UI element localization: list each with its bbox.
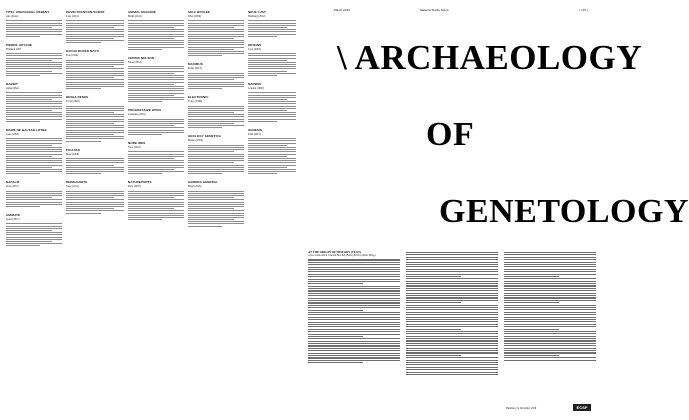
index-entry-meta: Tokyo (1999) (188, 100, 203, 104)
title-line-3: GENETOLOGY (439, 193, 689, 230)
index-entry-heading: PICASSO (66, 147, 81, 152)
index-entry-heading: GENESIS (248, 127, 263, 132)
index-column-3 (128, 10, 184, 415)
running-head-date: March 2019 (334, 8, 350, 12)
body-column-1 (308, 250, 400, 410)
index-entry (128, 141, 184, 174)
index-entry-meta: Nora (2010) (128, 145, 141, 149)
text-lines (188, 191, 244, 227)
index-entry-heading: REIMAGNOTE (66, 180, 88, 185)
text-lines (188, 106, 244, 129)
text-lines (248, 53, 296, 76)
index-entry-heading: DESEA DESEE (66, 95, 89, 100)
index-column-1 (6, 10, 62, 415)
body-text (504, 252, 596, 361)
text-lines (6, 20, 62, 36)
index-entry-meta: Milano (2004) (188, 139, 204, 143)
text-lines (6, 223, 62, 246)
index-entry (66, 180, 124, 213)
index-entry (6, 10, 62, 37)
text-lines (248, 20, 296, 36)
index-entry (248, 128, 296, 174)
index-entry (66, 95, 124, 141)
index-entry-heading: SACHA ROZEN MAYO (66, 49, 100, 54)
index-entry (188, 62, 244, 89)
index-entry (188, 95, 244, 128)
index-entry-heading: GEOLOGY GENETICA (188, 134, 222, 139)
index-entry-meta: Lausanne (2016) (128, 113, 146, 117)
index-entry-heading: PROGRESSIVE OPEN (128, 108, 161, 113)
text-lines (188, 20, 244, 56)
index-entry-heading: ANIMATE (6, 212, 21, 217)
text-lines (128, 119, 184, 135)
index-entry (6, 128, 62, 174)
body-text (406, 252, 498, 375)
index-entry-meta: Isanne (Bez) (6, 87, 20, 90)
index-entry-heading: NORE IRES (128, 140, 146, 145)
index-entry-meta: Neue (2011) (66, 185, 79, 189)
index-entry-heading: CEDRIC NELSON (128, 55, 155, 60)
index-entry-meta: Roma (2013) (188, 67, 202, 71)
index-entry (66, 49, 124, 89)
index-entry-heading: TITEL HOEFNAGEL REBENT (6, 10, 50, 14)
article-body (302, 250, 600, 415)
index-entry-meta: Berlin (2011) (128, 15, 142, 18)
text-lines (66, 106, 124, 142)
text-lines (128, 151, 184, 174)
text-lines (66, 60, 124, 89)
index-entry-heading: MAXIMUS (188, 62, 203, 67)
index-column-2 (66, 10, 124, 415)
index-entry (128, 108, 184, 135)
text-lines (66, 191, 124, 214)
index-entry (188, 134, 244, 174)
index-entry-heading: ORIGINE (248, 42, 262, 47)
article-signoff: Hamburg 24 December 2018 (506, 406, 537, 410)
text-lines (66, 20, 124, 43)
index-column-5 (248, 10, 296, 415)
title-line-2: OF (426, 116, 475, 153)
index-entry-meta: Lyon (2005) (248, 47, 261, 51)
index-entry-meta: Pole (1990) (66, 54, 79, 58)
index-entry-meta: Faber (2014) (128, 60, 142, 64)
index-entry-heading: RABBIT (6, 82, 18, 86)
index-entry (66, 148, 124, 175)
text-lines (6, 92, 62, 121)
index-entry (188, 10, 244, 56)
index-page (0, 0, 300, 420)
index-entry-heading: ANIMAL MACHINE (128, 10, 156, 14)
text-lines (188, 145, 244, 174)
index-entry (6, 180, 62, 207)
index-entry-heading: ELECTRONIC (188, 95, 209, 100)
article-kicker: AT THE ORIGIN OF HISTORY (TEXT) (308, 250, 362, 254)
index-entry-meta: Köln (2015) (248, 132, 261, 136)
text-lines (6, 138, 62, 174)
text-lines (6, 53, 62, 76)
index-entry-meta: Basel (2016) (188, 185, 202, 189)
title-line-1: \ ARCHAEOLOGY (337, 38, 643, 77)
text-lines (248, 138, 296, 174)
index-entry-meta: Hamburg (2012) (248, 15, 266, 18)
text-lines (128, 191, 184, 220)
index-entry (248, 43, 296, 76)
index-entry-meta: Paris (2007) (128, 185, 141, 189)
article-byline: A few words about Chantal Brochet (Paris) Pereira (Paul Tiling) (308, 254, 376, 257)
index-entry (128, 56, 184, 102)
index-entry (66, 10, 124, 43)
text-lines (128, 66, 184, 102)
index-entry (6, 43, 62, 76)
text-lines (6, 191, 62, 207)
index-entry (6, 213, 62, 246)
article-page (302, 0, 689, 420)
index-entry-heading: KEVIN FRANCON SCIENT (66, 10, 105, 14)
index-entry (6, 82, 62, 122)
index-entry (188, 180, 244, 226)
body-text (308, 259, 400, 363)
index-entry-heading: MAWE NE BALSAB LOTBE (6, 127, 47, 132)
index-column-4 (188, 10, 244, 415)
index-entry-meta: Rota (2015) (6, 185, 19, 189)
index-entry-heading: SELF BOULEE (188, 10, 211, 14)
index-entry-meta: Wien (2000) (188, 15, 202, 18)
index-entry-heading: DARWIN (248, 82, 261, 86)
index-entry-heading: NATUREPONTE (128, 180, 152, 185)
text-lines (248, 92, 296, 121)
index-entry-heading: SAMORA GENERAL (188, 180, 219, 185)
index-entry-meta: Geso (1993) (6, 132, 19, 136)
text-lines (188, 73, 244, 89)
running-head (302, 8, 600, 14)
body-column-2 (406, 250, 498, 410)
body-column-3 (504, 250, 596, 410)
index-entry-meta: Sonia (2017) (6, 217, 20, 221)
index-entry-meta: Ana (Deso) (6, 15, 19, 18)
text-lines (128, 20, 184, 49)
text-lines (66, 158, 124, 174)
running-head-publication: Material Textile Scent (420, 8, 449, 12)
index-entry (248, 10, 296, 37)
index-entry (128, 180, 184, 220)
index-entry-meta: Mole (2008) (66, 152, 80, 156)
publisher-logo: ECSP (573, 404, 591, 411)
index-entry-meta: London (1998) (248, 87, 264, 90)
index-entry-heading: NAPALM (6, 180, 20, 185)
index-entry (128, 10, 184, 50)
index-entry (248, 82, 296, 122)
index-entry-meta: Fosse (2009) (66, 100, 80, 104)
index-entry-meta: Filament 1967 (6, 47, 22, 51)
page-number: ( 107 ) (579, 8, 588, 12)
index-entry-heading: PIERRE HUYGHE (6, 42, 33, 47)
index-entry-heading: NEUE LUST (248, 10, 266, 14)
index-entry-meta: Lana (2012) (66, 15, 79, 18)
